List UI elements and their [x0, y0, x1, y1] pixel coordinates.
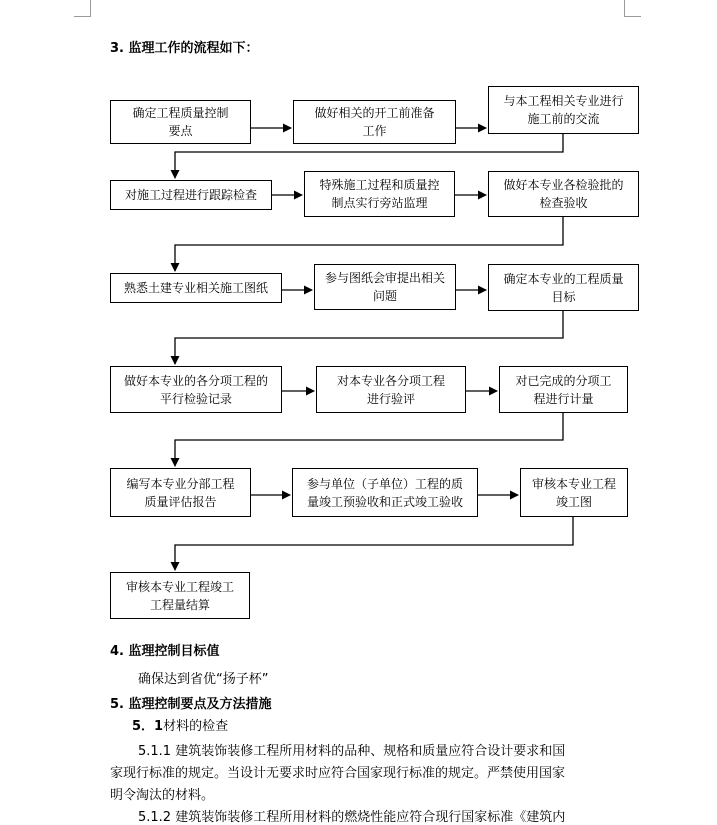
arrow-b9-b10	[175, 311, 563, 364]
arrow-b6-b7	[175, 217, 563, 271]
flow-box-drawing-review: 参与图纸会审提出相关 问题	[314, 264, 456, 310]
section-number: 5．1	[132, 719, 164, 734]
flow-box-evaluation: 对本专业各分项工程 进行验评	[316, 366, 466, 413]
flow-box-completion-acceptance: 参与单位（子单位）工程的质 量竣工预验收和正式竣工验收	[292, 468, 478, 517]
heading-targets: 4. 监理控制目标值	[110, 644, 220, 659]
flow-box-preparation: 做好相关的开工前准备 工作	[293, 100, 456, 144]
arrow-b15-b16	[175, 517, 573, 570]
flow-box-measurement: 对已完成的分项工 程进行计量	[499, 366, 628, 413]
flow-box-quantity-settlement: 审核本专业工程竣工 工程量结算	[110, 572, 250, 619]
heading-material-inspection	[132, 715, 228, 734]
flow-box-supervision: 特殊施工过程和质量控 制点实行旁站监理	[304, 171, 455, 217]
flow-box-assessment-report: 编写本专业分部工程 质量评估报告	[110, 468, 251, 517]
flow-box-as-built-drawings: 审核本专业工程 竣工图	[520, 468, 628, 517]
section-title: 材料的检查	[163, 719, 229, 734]
paragraph-5-1-1-line-1: 5.1.1 建筑装饰装修工程所用材料的品种、规格和质量应符合设计要求和国	[138, 744, 566, 759]
heading-process: 3. 监理工作的流程如下：	[110, 41, 259, 56]
flow-box-quality-points: 确定工程质量控制 要点	[110, 100, 251, 144]
flow-box-quality-target: 确定本专业的工程质量 目标	[488, 264, 639, 311]
heading-control-points: 5. 监理控制要点及方法措施	[110, 697, 272, 712]
paragraph-5-1-2-line-1: 5.1.2 建筑装饰装修工程所用材料的燃烧性能应符合现行国家标准《建筑内	[138, 810, 566, 825]
flow-box-drawings: 熟悉土建专业相关施工图纸	[110, 273, 282, 303]
paragraph-5-1-1-line-3: 明令淘汰的材料。	[110, 788, 215, 803]
flow-box-batch-acceptance: 做好本专业各检验批的 检查验收	[488, 171, 639, 217]
arrow-b12-b13	[175, 413, 563, 466]
flow-box-parallel-records: 做好本专业的各分项工程的 平行检验记录	[110, 366, 282, 413]
flow-box-communication: 与本工程相关专业进行 施工前的交流	[488, 86, 639, 134]
paragraph-5-1-1-line-2: 家现行标准的规定。当设计无要求时应符合国家现行标准的规定。严禁使用国家	[110, 766, 566, 781]
flow-box-tracking-inspection: 对施工过程进行跟踪检查	[110, 180, 272, 210]
target-value-text: 确保达到省优“扬子杯”	[138, 672, 269, 687]
